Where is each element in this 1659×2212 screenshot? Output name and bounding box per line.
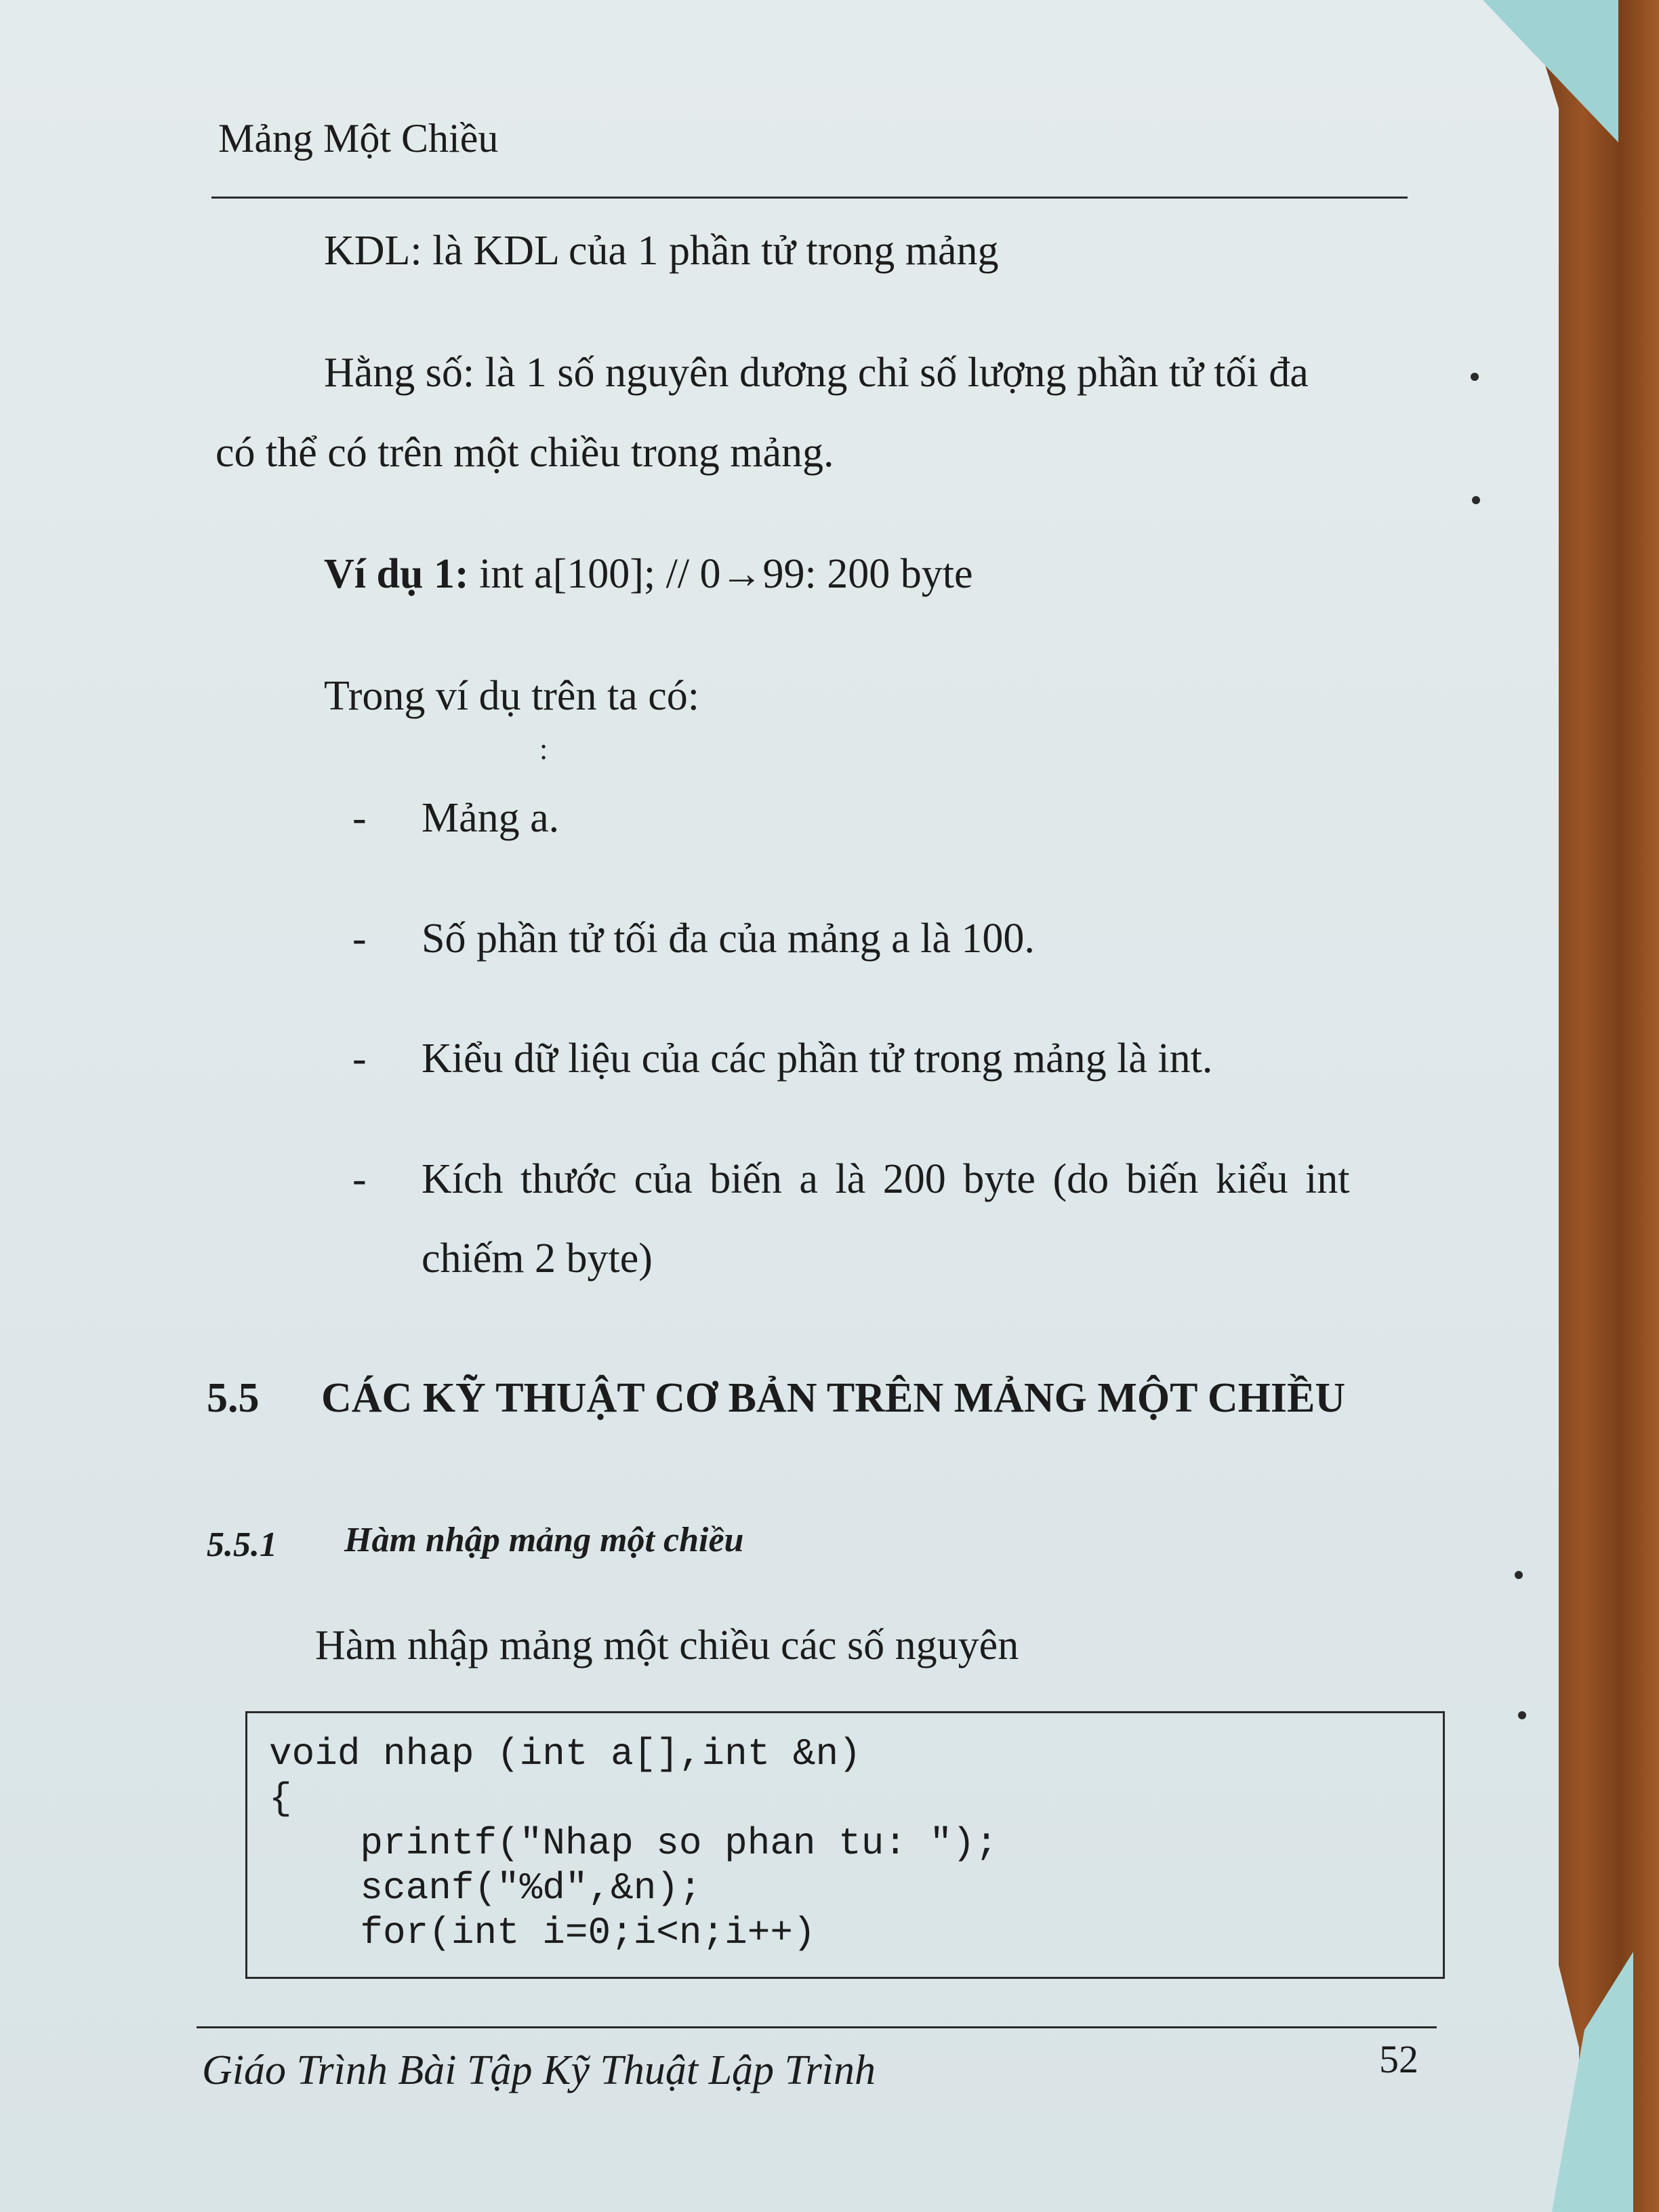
- bullet-dash: -: [352, 1156, 367, 1202]
- code-line-4: scanf("%d",&n);: [269, 1866, 702, 1910]
- code-line-2: {: [269, 1777, 292, 1820]
- section-title: CÁC KỸ THUẬT CƠ BẢN TRÊN MẢNG MỘT CHIỀU: [321, 1375, 1346, 1421]
- footer-rule: [197, 2026, 1437, 2028]
- bullet-item-2: Số phần tử tối đa của mảng a là 100.: [422, 916, 1035, 962]
- example-label: Ví dụ 1:: [324, 551, 469, 597]
- code-line-1: void nhap (int a[],int &n): [269, 1732, 861, 1776]
- code-line-5: for(int i=0;i<n;i++): [269, 1911, 816, 1954]
- intro-paragraph: Trong ví dụ trên ta có:: [324, 673, 699, 719]
- subsection-title: Hàm nhập mảng một chiều: [344, 1521, 744, 1559]
- margin-speck: [1472, 496, 1480, 504]
- section-number: 5.5: [207, 1375, 260, 1421]
- margin-speck: [1518, 1711, 1526, 1719]
- bullet-dash: -: [352, 916, 367, 962]
- bullet-item-4: Kích thước của biến a là 200 byte (do biến kiểu int: [422, 1156, 1350, 1202]
- code-line-3: printf("Nhap so phan tu: ");: [269, 1822, 998, 1865]
- bullet-item-4-continuation: chiếm 2 byte): [422, 1235, 653, 1282]
- subsection-number: 5.5.1: [207, 1525, 277, 1564]
- bullet-item-1: Mảng a.: [422, 795, 560, 841]
- kdl-paragraph: KDL: là KDL của 1 phần tử trong mảng: [324, 228, 999, 274]
- bullet-item-3: Kiểu dữ liệu của các phần tử trong mảng là int.: [422, 1036, 1213, 1082]
- hang-so-line-1: Hằng số: là 1 số nguyên dương chỉ số lượng phần tử tối đa: [324, 350, 1309, 396]
- example-code: int a[100]; // 0→99: 200 byte: [468, 551, 973, 597]
- example-line: [324, 550, 973, 598]
- code-listing-box: [245, 1711, 1445, 1979]
- subsection-intro: Hàm nhập mảng một chiều các số nguyên: [315, 1622, 1019, 1668]
- stray-colon-mark: :: [539, 733, 548, 766]
- footer-book-title: Giáo Trình Bài Tập Kỹ Thuật Lập Trình: [202, 2047, 876, 2093]
- page-number: 52: [1379, 2037, 1418, 2081]
- margin-speck: [1515, 1571, 1523, 1579]
- hang-so-line-2: có thể có trên một chiều trong mảng.: [216, 430, 834, 476]
- header-rule: [211, 197, 1408, 199]
- margin-speck: [1471, 373, 1479, 381]
- bullet-dash: -: [352, 1036, 367, 1082]
- bullet-dash: -: [352, 795, 367, 841]
- running-header-title: Mảng Một Chiều: [218, 116, 499, 161]
